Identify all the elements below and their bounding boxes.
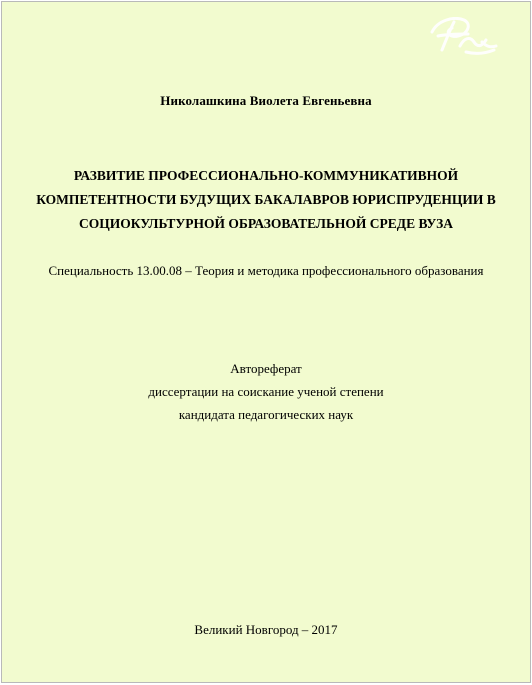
- abstract-line: кандидата педагогических наук: [178, 407, 354, 422]
- city-year: Великий Новгород – 2017: [194, 622, 338, 637]
- abstract-line: диссертации на соискание ученой степени: [148, 384, 384, 399]
- title-line: СОЦИОКУЛЬТУРНОЙ ОБРАЗОВАТЕЛЬНОЙ СРЕДЕ ВУЗА: [79, 216, 453, 231]
- abstract-block: [2, 357, 530, 426]
- dissertation-title: [30, 164, 502, 236]
- signature-icon: [424, 12, 502, 58]
- title-line: РАЗВИТИЕ ПРОФЕССИОНАЛЬНО-КОММУНИКАТИВНОЙ: [73, 168, 459, 183]
- specialty-line: Специальность 13.00.08 – Теория и методика профессионального образования: [48, 263, 484, 278]
- title-line: КОМПЕТЕНТНОСТИ БУДУЩИХ БАКАЛАВРОВ ЮРИСПРУДЕНЦИИ В: [36, 192, 496, 207]
- author-name: Николашкина Виолета Евгеньевна: [160, 93, 372, 108]
- abstract-line: Автореферат: [230, 361, 302, 376]
- document-page: [1, 1, 531, 683]
